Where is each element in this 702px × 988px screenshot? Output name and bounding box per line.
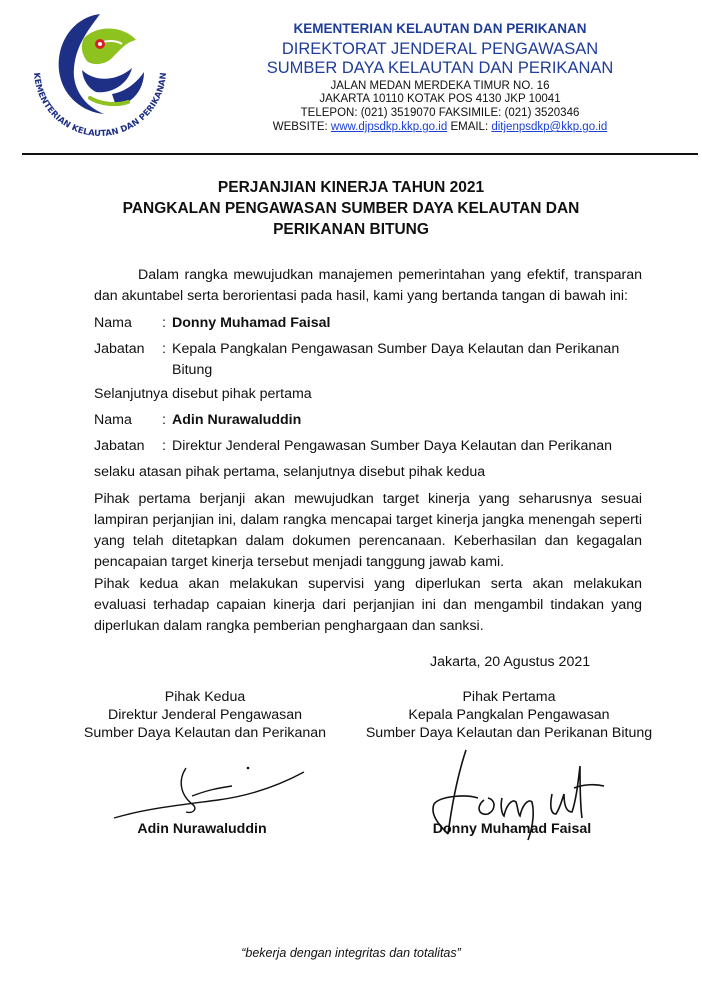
party2-name-label: Nama xyxy=(94,412,132,428)
contact-line xyxy=(200,121,680,134)
party2-note: selaku atasan pihak pertama, selanjutnya disebut pihak kedua xyxy=(94,464,486,480)
right-signatory-name: Donny Muhamad Faisal xyxy=(432,821,592,837)
party1-position-field xyxy=(162,339,642,381)
right-signatory-role: Pihak Pertama xyxy=(462,689,556,705)
letterhead-divider xyxy=(22,153,698,155)
party2-position-label: Jabatan xyxy=(94,438,145,454)
directorate-line-2: SUMBER DAYA KELAUTAN DAN PERIKANAN xyxy=(266,59,614,77)
party2-name-field xyxy=(162,410,642,431)
colon-separator: : xyxy=(162,341,166,357)
colon-separator: : xyxy=(162,412,166,428)
ministry-logo-graphic xyxy=(20,8,176,158)
right-signatory-title-2: Sumber Daya Kelautan dan Perikanan Bitung xyxy=(365,725,653,741)
left-signatory-role: Pihak Kedua xyxy=(164,689,246,705)
party1-position: Kepala Pangkalan Pengawasan Sumber Daya Kelautan dan Perikanan Bitung xyxy=(172,341,620,378)
commitment-paragraph: Pihak pertama berjanji akan mewujudkan target kinerja yang seharusnya sesuai lampiran perjanjian ini, dalam rangka mencapai target kinerja jangka menengah seperti yang telah ditetapkan dalam dokumen perencanaan. Keberhasilan dan kegagalan pencapaian target kinerja tersebut menjadi tanggung jawab kami. xyxy=(94,491,642,570)
document-title-line-1: PERJANJIAN KINERJA TAHUN 2021 xyxy=(217,179,485,196)
party1-name: Donny Muhamad Faisal xyxy=(172,315,331,331)
colon-separator: : xyxy=(162,438,166,454)
footer-motto: “bekerja dengan integritas dan totalitas” xyxy=(241,946,461,960)
party1-name-field xyxy=(162,313,642,334)
address-line-1: JALAN MEDAN MERDEKA TIMUR NO. 16 xyxy=(330,80,550,92)
supervision-paragraph: Pihak kedua akan melakukan supervisi yang diperlukan serta akan melakukan evaluasi terhadap capaian kinerja dari perjanjian ini dan mengambil tindakan yang diperlukan dalam rangka pemberian penghargaan dan sanksi. xyxy=(94,576,642,634)
party2-position: Direktur Jenderal Pengawasan Sumber Daya Kelautan dan Perikanan xyxy=(172,438,613,454)
left-signatory-title-1: Direktur Jenderal Pengawasan xyxy=(107,707,302,723)
phone-fax-line: TELEPON: (021) 3519070 FAKSIMILE: (021) 3520346 xyxy=(300,107,580,119)
party1-name-label: Nama xyxy=(94,315,132,331)
right-signatory-title-1: Kepala Pangkalan Pengawasan xyxy=(408,707,610,723)
ministry-logo xyxy=(20,8,176,158)
left-signatory-name: Adin Nurawaluddin xyxy=(137,821,267,837)
party2-position-field xyxy=(162,436,642,457)
document-title-line-2: PANGKALAN PENGAWASAN SUMBER DAYA KELAUTAN DAN xyxy=(122,200,580,217)
document-title-line-3: PERIKANAN BITUNG xyxy=(273,221,429,238)
place-date: Jakarta, 20 Agustus 2021 xyxy=(430,654,591,670)
left-signatory-title-2: Sumber Daya Kelautan dan Perikanan xyxy=(83,725,327,741)
website-link[interactable]: www.djpsdkp.kkp.go.id xyxy=(330,121,448,133)
colon-separator: : xyxy=(162,315,166,331)
party1-note: Selanjutnya disebut pihak pertama xyxy=(94,386,312,402)
website-label: WEBSITE: xyxy=(272,121,328,133)
intro-paragraph: Dalam rangka mewujudkan manajemen pemerintahan yang efektif, transparan dan akuntabel serta berorientasi pada hasil, kami yang bertanda tangan di bawah ini: xyxy=(94,267,642,304)
email-link[interactable]: ditjenpsdkp@kkp.go.id xyxy=(491,121,608,133)
party2-name: Adin Nurawaluddin xyxy=(172,412,302,428)
directorate-line-1: DIREKTORAT JENDERAL PENGAWASAN xyxy=(281,40,599,58)
ministry-name: KEMENTERIAN KELAUTAN DAN PERIKANAN xyxy=(293,21,587,36)
logo-ring-text: KEMENTERIAN KELAUTAN DAN PERIKANAN xyxy=(31,72,169,139)
email-label: EMAIL: xyxy=(450,121,489,133)
party1-position-label: Jabatan xyxy=(94,341,145,357)
address-line-2: JAKARTA 10110 KOTAK POS 4130 JKP 10041 xyxy=(319,93,561,105)
